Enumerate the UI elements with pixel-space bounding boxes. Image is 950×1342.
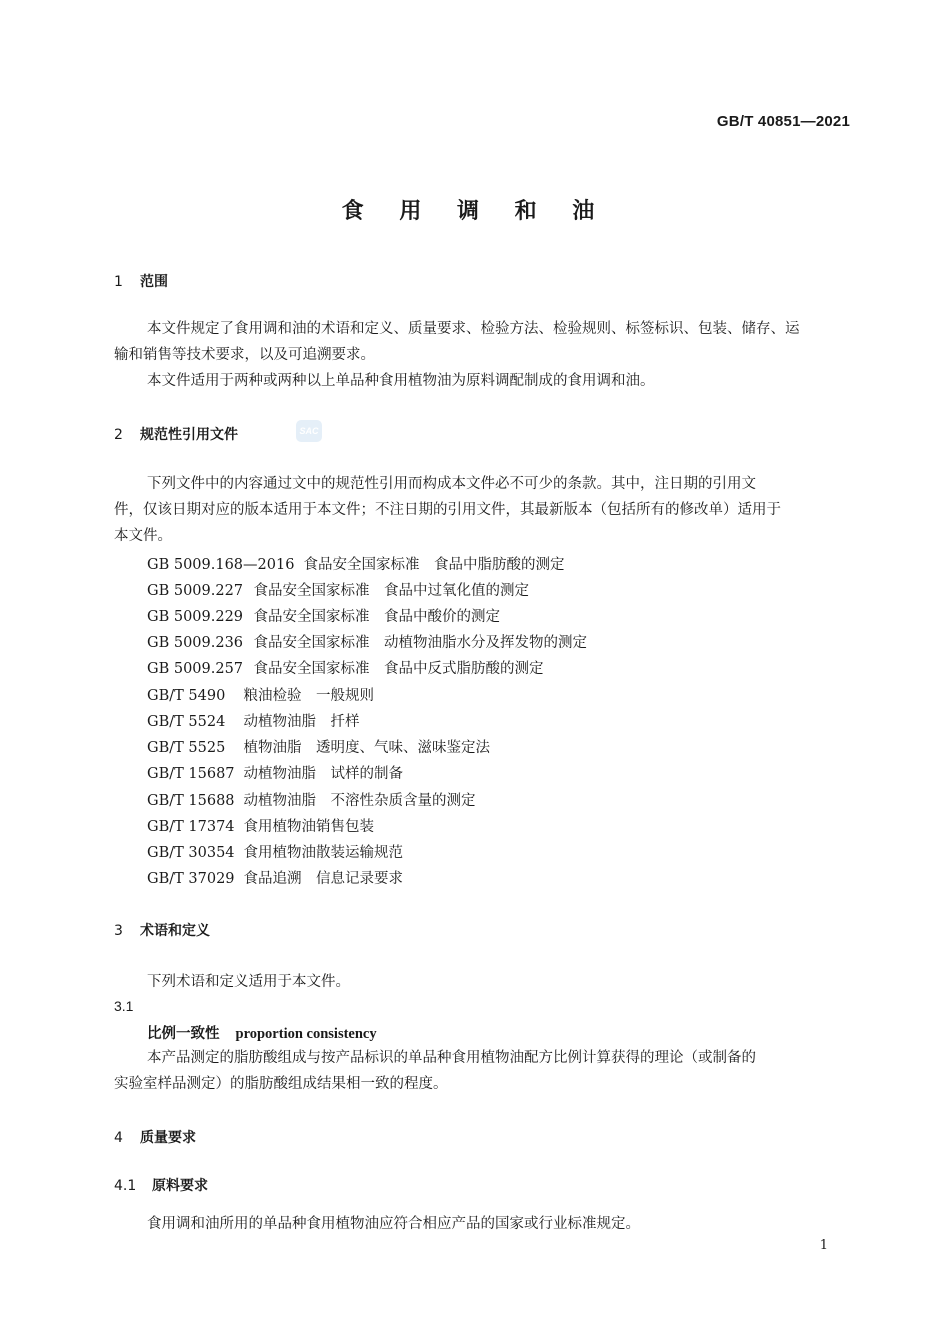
subsection-4-1-text: 食用调和油所用的单品种食用植物油应符合相应产品的国家或行业标准规定。 bbox=[147, 1216, 640, 1232]
section-2-heading bbox=[114, 424, 238, 444]
section-number: 3 bbox=[114, 923, 123, 939]
reference-item bbox=[147, 684, 374, 705]
reference-item bbox=[147, 762, 403, 783]
reference-title: 食品安全国家标准 食品中脂肪酸的测定 bbox=[303, 557, 565, 573]
subsection-4-1-heading bbox=[114, 1175, 208, 1195]
reference-code: GB/T 17374 bbox=[147, 819, 235, 835]
section-1-paragraph-2 bbox=[114, 368, 849, 394]
reference-item bbox=[147, 579, 529, 600]
sac-watermark-logo: SAC bbox=[296, 420, 322, 442]
reference-item bbox=[147, 710, 360, 731]
reference-item bbox=[147, 553, 565, 574]
reference-title: 食用植物油散装运输规范 bbox=[243, 845, 403, 861]
section-1-paragraph-1 bbox=[114, 316, 849, 368]
reference-code: GB 5009.227 bbox=[147, 583, 244, 599]
reference-code: GB 5009.168—2016 bbox=[147, 557, 295, 573]
section-title: 术语和定义 bbox=[140, 923, 210, 939]
reference-item bbox=[147, 789, 476, 810]
page-number: 1 bbox=[819, 1238, 828, 1253]
reference-title: 食品安全国家标准 食品中过氧化值的测定 bbox=[253, 583, 529, 599]
reference-title: 食用植物油销售包装 bbox=[243, 819, 374, 835]
reference-title: 粮油检验 一般规则 bbox=[243, 688, 374, 704]
reference-code: GB/T 5525 bbox=[147, 740, 226, 756]
section-1-heading bbox=[114, 271, 168, 291]
text-line: 输和销售等技术要求，以及可追溯要求。 bbox=[114, 347, 375, 363]
reference-code: GB/T 15687 bbox=[147, 766, 235, 782]
text-line: 本文件适用于两种或两种以上单品种食用植物油为原料调配制成的食用调和油。 bbox=[147, 373, 655, 389]
section-title: 质量要求 bbox=[140, 1130, 196, 1146]
reference-title: 食品安全国家标准 食品中酸价的测定 bbox=[253, 609, 500, 625]
reference-code: GB/T 5524 bbox=[147, 714, 226, 730]
reference-item bbox=[147, 631, 587, 652]
text-line: 件，仅该日期对应的版本适用于本文件；不注日期的引用文件，其最新版本（包括所有的修改单）适用于 bbox=[114, 502, 781, 518]
section-number: 2 bbox=[114, 427, 123, 443]
reference-code: GB/T 5490 bbox=[147, 688, 226, 704]
term-definition bbox=[114, 1045, 849, 1097]
text-line: 本产品测定的脂肪酸组成与按产品标识的单品种食用植物油配方比例计算获得的理论（或制备的 bbox=[147, 1050, 756, 1066]
section-title: 范围 bbox=[140, 274, 168, 290]
reference-item bbox=[147, 736, 490, 757]
section-2-intro bbox=[114, 471, 849, 549]
term-chinese: 比例一致性 bbox=[147, 1025, 220, 1042]
section-4-heading bbox=[114, 1127, 196, 1147]
reference-code: GB 5009.257 bbox=[147, 661, 244, 677]
section-title: 规范性引用文件 bbox=[140, 427, 238, 443]
reference-code: GB 5009.236 bbox=[147, 635, 244, 651]
reference-title: 食品安全国家标准 食品中反式脂肪酸的测定 bbox=[253, 661, 544, 677]
reference-code: GB/T 30354 bbox=[147, 845, 235, 861]
reference-title: 动植物油脂 扦样 bbox=[243, 714, 360, 730]
term-number: 3.1 bbox=[114, 998, 134, 1014]
reference-item bbox=[147, 841, 403, 862]
text-line: 本文件规定了食用调和油的术语和定义、质量要求、检验方法、检验规则、标签标识、包装、储存、运 bbox=[147, 321, 800, 337]
text-line: 下列文件中的内容通过文中的规范性引用而构成本文件必不可少的条款。其中，注日期的引用文 bbox=[147, 476, 756, 492]
subsection-title: 原料要求 bbox=[152, 1178, 208, 1194]
standard-number: GB/T 40851—2021 bbox=[716, 113, 850, 130]
reference-item bbox=[147, 657, 544, 678]
reference-code: GB/T 37029 bbox=[147, 871, 235, 887]
term-entry bbox=[147, 1022, 377, 1043]
reference-item bbox=[147, 605, 500, 626]
text-line: 本文件。 bbox=[114, 528, 172, 544]
term-english: proportion consistency bbox=[235, 1026, 377, 1042]
reference-title: 食品追溯 信息记录要求 bbox=[243, 871, 403, 887]
text-line: 实验室样品测定）的脂肪酸组成结果相一致的程度。 bbox=[114, 1076, 448, 1092]
section-number: 1 bbox=[114, 274, 123, 290]
reference-title: 动植物油脂 不溶性杂质含量的测定 bbox=[243, 793, 476, 809]
section-number: 4 bbox=[114, 1130, 123, 1146]
reference-code: GB 5009.229 bbox=[147, 609, 244, 625]
reference-title: 食品安全国家标准 动植物油脂水分及挥发物的测定 bbox=[253, 635, 587, 651]
reference-title: 动植物油脂 试样的制备 bbox=[243, 766, 403, 782]
reference-item bbox=[147, 815, 374, 836]
section-3-heading bbox=[114, 920, 210, 940]
section-3-intro: 下列术语和定义适用于本文件。 bbox=[147, 974, 350, 990]
document-title: 食 用 调 和 油 bbox=[341, 199, 609, 224]
reference-item bbox=[147, 867, 403, 888]
reference-title: 植物油脂 透明度、气味、滋味鉴定法 bbox=[243, 740, 490, 756]
reference-code: GB/T 15688 bbox=[147, 793, 235, 809]
subsection-number: 4.1 bbox=[114, 1178, 137, 1194]
